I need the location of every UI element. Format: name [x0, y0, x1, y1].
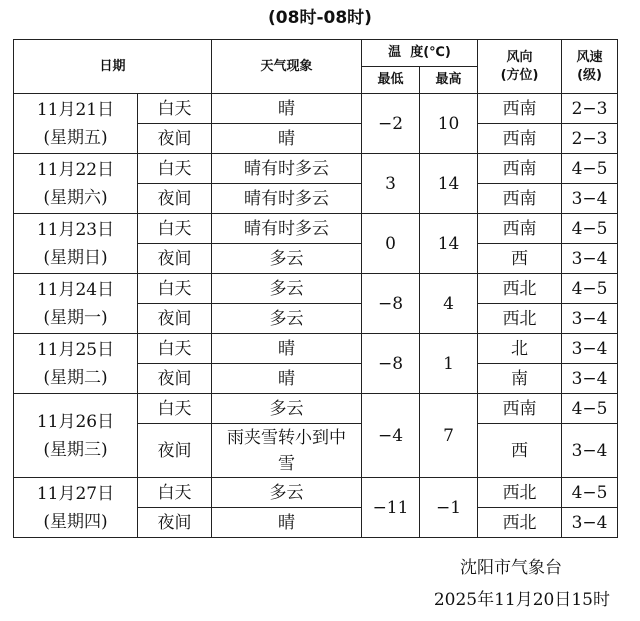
period-label: 白天 — [138, 394, 212, 424]
weather-cell: 雨夹雪转小到中雪 — [212, 424, 362, 478]
max-temp-cell: −1 — [420, 478, 478, 538]
date-cell — [14, 394, 138, 478]
period-label: 白天 — [138, 94, 212, 124]
weather-cell: 多云 — [212, 478, 362, 508]
max-temp-cell: 14 — [420, 214, 478, 274]
min-temp-cell: −8 — [362, 334, 420, 394]
period-label: 夜间 — [138, 508, 212, 538]
header-wind-direction-label: 风向 — [506, 49, 533, 65]
weather-cell: 多云 — [212, 244, 362, 274]
max-temp-cell: 14 — [420, 154, 478, 214]
wind-direction-cell: 西南 — [478, 124, 562, 154]
issued-time: 2025年11月20日15时 — [433, 590, 610, 610]
max-temp-cell: 1 — [420, 334, 478, 394]
wind-direction-cell: 西南 — [478, 94, 562, 124]
period-label: 夜间 — [138, 304, 212, 334]
wind-speed-cell: 3−4 — [562, 184, 618, 214]
wind-direction-cell: 西南 — [478, 184, 562, 214]
header-wind-speed-label: 风速 — [576, 49, 603, 65]
issuer-name: 沈阳市气象台 — [460, 558, 562, 578]
weather-cell: 晴 — [212, 94, 362, 124]
weather-cell: 多云 — [212, 394, 362, 424]
weekday-label: (星期一) — [43, 307, 108, 328]
date-label: 11月21日 — [36, 99, 115, 120]
wind-speed-cell: 4−5 — [562, 394, 618, 424]
wind-direction-cell: 北 — [478, 334, 562, 364]
weather-cell: 晴有时多云 — [212, 184, 362, 214]
header-wind-direction-unit: (方位) — [500, 67, 539, 83]
wind-speed-cell: 3−4 — [562, 364, 618, 394]
date-label: 11月25日 — [36, 339, 115, 360]
wind-direction-cell: 西北 — [478, 478, 562, 508]
date-label: 11月23日 — [36, 219, 115, 240]
weather-cell: 晴 — [212, 508, 362, 538]
weather-cell: 晴有时多云 — [212, 154, 362, 184]
weekday-label: (星期五) — [43, 127, 108, 148]
header-max-temp: 最高 — [420, 67, 478, 94]
date-label: 11月24日 — [36, 279, 115, 300]
wind-speed-cell: 4−5 — [562, 214, 618, 244]
weather-cell: 多云 — [212, 274, 362, 304]
date-label: 11月22日 — [36, 159, 115, 180]
wind-direction-cell: 西 — [478, 244, 562, 274]
forecast-table — [13, 39, 618, 538]
wind-speed-cell: 4−5 — [562, 154, 618, 184]
header-wind-direction — [478, 40, 562, 94]
wind-speed-cell: 2−3 — [562, 124, 618, 154]
date-label: 11月27日 — [36, 483, 115, 504]
wind-direction-cell: 西北 — [478, 274, 562, 304]
header-wind-speed — [562, 40, 618, 94]
wind-speed-cell: 3−4 — [562, 508, 618, 538]
wind-speed-cell: 4−5 — [562, 478, 618, 508]
forecast-table-body — [14, 94, 618, 538]
wind-speed-cell: 4−5 — [562, 274, 618, 304]
period-label: 白天 — [138, 478, 212, 508]
header-min-temp: 最低 — [362, 67, 420, 94]
wind-direction-cell: 南 — [478, 364, 562, 394]
period-label: 夜间 — [138, 244, 212, 274]
date-cell — [14, 94, 138, 154]
period-label: 白天 — [138, 214, 212, 244]
period-label: 白天 — [138, 274, 212, 304]
weather-cell: 晴有时多云 — [212, 214, 362, 244]
date-cell — [14, 334, 138, 394]
wind-direction-cell: 西 — [478, 424, 562, 478]
weather-cell: 晴 — [212, 124, 362, 154]
date-label: 11月26日 — [36, 411, 115, 432]
wind-speed-cell: 3−4 — [562, 334, 618, 364]
wind-speed-cell: 3−4 — [562, 244, 618, 274]
forecast-row-day — [14, 94, 618, 124]
min-temp-cell: 0 — [362, 214, 420, 274]
forecast-row-day — [14, 478, 618, 508]
wind-direction-cell: 西南 — [478, 154, 562, 184]
max-temp-cell: 4 — [420, 274, 478, 334]
weekday-label: (星期三) — [43, 439, 108, 460]
forecast-row-day — [14, 274, 618, 304]
forecast-row-day — [14, 154, 618, 184]
period-label: 夜间 — [138, 124, 212, 154]
wind-direction-cell: 西南 — [478, 394, 562, 424]
wind-direction-cell: 西北 — [478, 508, 562, 538]
max-temp-cell: 10 — [420, 94, 478, 154]
forecast-table-header — [14, 40, 618, 94]
max-temp-cell: 7 — [420, 394, 478, 478]
weekday-label: (星期日) — [43, 247, 108, 268]
weekday-label: (星期四) — [43, 511, 108, 532]
min-temp-cell: 3 — [362, 154, 420, 214]
wind-direction-cell: 西北 — [478, 304, 562, 334]
wind-direction-cell: 西南 — [478, 214, 562, 244]
period-label: 白天 — [138, 334, 212, 364]
wind-speed-cell: 3−4 — [562, 424, 618, 478]
forecast-row-day — [14, 214, 618, 244]
weather-cell: 晴 — [212, 334, 362, 364]
header-wind-speed-unit: (级) — [577, 67, 602, 83]
date-cell — [14, 154, 138, 214]
date-cell — [14, 478, 138, 538]
date-cell — [14, 274, 138, 334]
date-cell — [14, 214, 138, 274]
min-temp-cell: −8 — [362, 274, 420, 334]
weather-cell: 晴 — [212, 364, 362, 394]
period-label: 白天 — [138, 154, 212, 184]
weather-cell: 多云 — [212, 304, 362, 334]
wind-speed-cell: 2−3 — [562, 94, 618, 124]
forecast-row-day — [14, 394, 618, 424]
min-temp-cell: −2 — [362, 94, 420, 154]
header-temperature: 温 度(℃) — [362, 40, 478, 67]
forecast-row-day — [14, 334, 618, 364]
period-label: 夜间 — [138, 364, 212, 394]
period-label: 夜间 — [138, 184, 212, 214]
min-temp-cell: −11 — [362, 478, 420, 538]
weekday-label: (星期二) — [43, 367, 108, 388]
period-label: 夜间 — [138, 424, 212, 478]
weekday-label: (星期六) — [43, 187, 108, 208]
header-weather: 天气现象 — [212, 40, 362, 94]
forecast-period-title: (08时-08时) — [268, 8, 372, 28]
header-date: 日期 — [14, 40, 212, 94]
min-temp-cell: −4 — [362, 394, 420, 478]
wind-speed-cell: 3−4 — [562, 304, 618, 334]
